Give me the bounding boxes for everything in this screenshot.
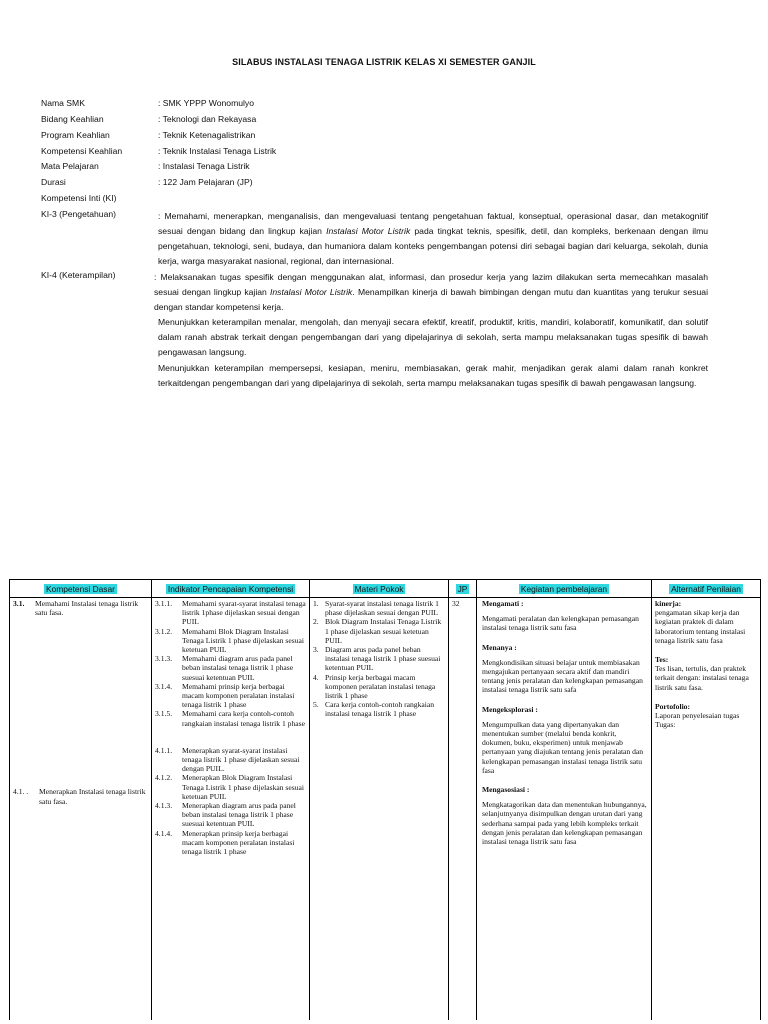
cell-penilaian xyxy=(652,598,761,1021)
penilaian-portofolio-label: Portofolio: xyxy=(655,701,691,711)
materi-item: 2. Blok Diagram Instalasi Tenaga Listrik 1 phase dijelaskan sesuai ketetuan PUIL xyxy=(313,617,442,645)
meta-value: : SMK YPPP Wonomulyo xyxy=(158,98,255,108)
meta-label: Nama SMK xyxy=(41,98,85,108)
indicator-item: 3.1.4. Memahami prinsip kerja berbagai macam komponen peralatan instalasi tenaga listrik 1 phase xyxy=(155,681,295,710)
meta-value: : Teknologi dan Rekayasa xyxy=(158,114,257,124)
ki4-text: : Melaksanakan tugas spesifik dengan menggunakan alat, informasi, dan prosedur kerja yang lazim dilakukan serta memecahkan masalah sesuai dengan lingkup kajian Instalasi Motor Listrik. Menampilkan kinerja di bawah bimbingan dengan mutu dan kuantitas yang terukur sesuai dengan standar kompetensi kerja. Menunjukkan keterampilan menalar, mengolah, dan menyaji secara efektif, kreatif, produktif, kritis, mandiri, kolaboratif, komunikatif, dan solutif dalam ranah abstrak terkait dengan pengembangan dari yang dipelajarinya di sekolah, serta mampu melaksanakan tugas spesifik di bawah pengawasan langsung. Menunjukkan keterampilan mempersepsi, kesiapan, meniru, membiasakan, gerak mahir, menjadikan gerak alami dalam ranah konkret terkaitdengan pengembangan dari yang dipelajarinya di sekolah, serta mampu melaksanakan tugas spesifik di bawah pengawasan langsung. xyxy=(154,272,708,388)
kegiatan-item: Mengeksplorasi : Mengumpulkan data yang dipertanyakan dan menentukan sumber (melalui benda konkrit, dokumen, buku, eksperimen) untuk menjawab pertanyaan yang diajukan tentang jenis peralatan dan kelengkapan pemasangan instalasi tenaga listrik satu fasa xyxy=(482,704,644,775)
header-kegiatan: Kegiatan pembelajaran xyxy=(477,580,652,598)
header-penilaian: Alternatif Penilaian xyxy=(652,580,761,598)
penilaian-portofolio-text: Laporan penyelesaian tugas xyxy=(655,711,740,721)
ki3-label: KI-3 (Pengetahuan) xyxy=(41,209,117,219)
kegiatan-item: Menanya : Mengkondisikan situasi belajar untuk membiasakan mengajukan pertanyaan secara aktif dan mandiri tentang jenis peralatan dan kelengkapan pemasangan instalasi tenaga listrik satu safa xyxy=(482,642,643,695)
penilaian-kinerja-label: kinerja: xyxy=(655,599,682,608)
penilaian-kinerja-text: pengamatan sikap kerja dan kegiatan praktek di dalam laboratorium tentang instalasi tenaga listrik satu fasa xyxy=(655,608,746,645)
cell-kompetensi-dasar xyxy=(10,598,152,1021)
materi-item: 5. Cara kerja contoh-contoh rangkaian instalasi tenaga listrik 1 phase xyxy=(313,700,435,719)
indicator-item: 4.1.3. Menerapkan diagram arus pada panel beban instalasi tenaga listrik 1 phase suesuai ketentuan PUIL xyxy=(155,801,296,829)
indicator-item: 4.1.4. Menerapkan prinsip kerja berbagai macam komponen peralatan instalasi tenaga listrik 1 phase xyxy=(155,828,295,857)
penilaian-tugas-label: Tugas: xyxy=(655,720,676,730)
penilaian-tes-label: Tes: xyxy=(655,655,669,665)
indicator-item: 4.1.1. Menerapkan syarat-syarat instalasi tenaga listrik 1 phase dijelaskan sesuai dengan PUIL. xyxy=(155,745,300,774)
meta-value: : Teknik Instalasi Tenaga Listrik xyxy=(158,146,277,156)
meta-label: Kompetensi Keahlian xyxy=(41,146,123,156)
syllabus-table xyxy=(9,579,761,1020)
cell-indikator xyxy=(152,598,310,1021)
page-title: SILABUS INSTALASI TENAGA LISTRIK KELAS XI SEMESTER GANJIL xyxy=(232,57,536,67)
meta-value: : Instalasi Tenaga Listrik xyxy=(158,161,250,171)
header-jp: JP xyxy=(449,580,477,598)
indicator-item: 3.1.3. Memahami diagram arus pada panel beban instalasi tenaga listrik 1 phase suesuai ketentuan PUIL xyxy=(155,654,294,682)
cell-materi-pokok xyxy=(310,598,449,1021)
meta-label: Program Keahlian xyxy=(41,130,110,140)
materi-item: 1. Syarat-syarat instalasi tenaga listrik 1 phase dijelaskan sesuai dengan PUIL xyxy=(313,599,439,618)
meta-label: Durasi xyxy=(41,177,66,187)
meta-value: : Teknik Ketenagalistrikan xyxy=(158,130,256,140)
meta-label: Mata Pelajaran xyxy=(41,161,99,171)
meta-label: Kompetensi Inti (KI) xyxy=(41,193,117,203)
cell-jp: 32 xyxy=(449,598,477,1021)
header-indikator: Indikator Pencapaian Kompetensi xyxy=(152,580,310,598)
kd-item: 3.1. Memahami Instalasi tenaga listrik satu fasa. xyxy=(13,599,139,618)
cell-kegiatan xyxy=(477,598,652,1021)
indicator-item: 3.1.1. Memahami syarat-syarat instalasi tenaga listrik 1phase dijelaskan sesuai dengan PUIL xyxy=(155,599,306,627)
meta-value: : 122 Jam Pelajaran (JP) xyxy=(158,177,253,187)
ki3-text: : Memahami, menerapkan, menganalisis, dan mengevaluasi tentang pengetahuan faktual, konseptual, operasional dasar, dan metakognitif sesuai dengan bidang dan lingkup kajian Instalasi Motor Listrik pada tingkat teknis, spesifik, detil, dan kompleks, berkenaan dengan ilmu pengetahuan, teknologi, seni, budaya, dan humaniora dalam konteks pengembangan potensi diri sebagai bagian dari keluarga, sekolah, dunia kerja, warga masyarakat nasional, regional, dan internasional. xyxy=(158,211,709,267)
indicator-item: 4.1.2. Menerapkan Blok Diagram Instalasi Tenaga Listrik 1 phase dijelaskan sesuai ketetuan PUIL xyxy=(155,773,304,801)
kegiatan-item: Mengamati : Mengamati peralatan dan kelengkapan pemasangan instalasi tenaga listrik satu fasa xyxy=(482,599,639,633)
header-materi-pokok: Materi Pokok xyxy=(310,580,449,598)
header-kompetensi-dasar: Kompetensi Dasar xyxy=(10,580,152,598)
penilaian-tes-text: Tes lisan, tertulis, dan praktek terkait dengan: instalasi tenaga listrik satu fasa. xyxy=(655,664,749,692)
table-header-row xyxy=(10,580,761,598)
materi-item: 3. Diagram arus pada panel beban instalasi tenaga listrik 1 phase suesuai ketentuan PUIL xyxy=(313,645,441,673)
kegiatan-item: Mengasosiasi : Mengkatagorikan data dan menentukan hubungannya, selanjutnyanya disimpulkan dengan urutan dari yang sederhana sampai pada yang lebih kompleks terkait dengan jenis peralatan dan kelengkapan pemasangan instalasi tenaga listrik satu fasa xyxy=(482,785,647,847)
meta-label: Bidang Keahlian xyxy=(41,114,104,124)
kd-item: 4.1. . Menerapkan Instalasi tenaga listrik satu fasa. xyxy=(13,787,146,806)
indicator-item: 3.1.5. Memahami cara kerja contoh-contoh rangkaian instalasi tenaga listrik 1 phase xyxy=(155,709,305,728)
indicator-item: 3.1.2. Memahami Blok Diagram Instalasi Tenaga Listrik 1 phase dijelaskan sesuai ketetuan PUIL xyxy=(155,626,304,655)
table-row xyxy=(10,598,761,1021)
ki4-label: KI-4 (Keterampilan) xyxy=(41,270,116,280)
materi-item: 4. Prinsip kerja berbagai macam komponen peralatan instalasi tenaga listrik 1 phase xyxy=(313,672,436,701)
